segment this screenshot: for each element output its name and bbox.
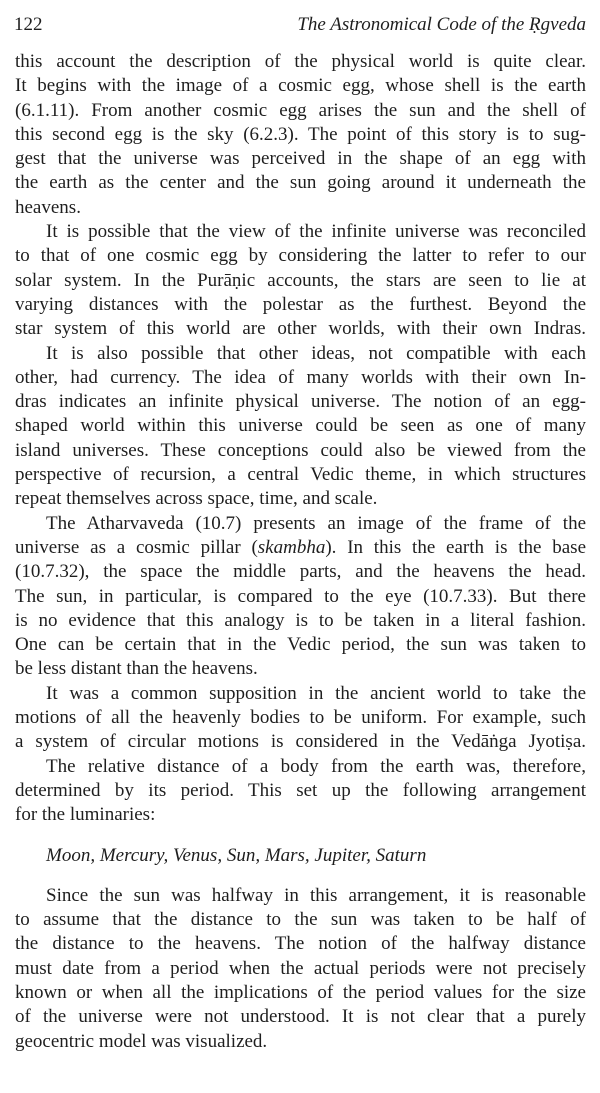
text-line: of the universe were not understood. It is not clear that a purely — [15, 1006, 586, 1028]
text-line: It is also possible that other ideas, not compatible with each — [46, 342, 586, 364]
paragraph — [15, 884, 586, 1054]
paragraph — [15, 755, 586, 828]
text-line: The sun, in particular, is compared to the eye (10.7.33). But there — [15, 585, 586, 607]
text-line: gest that the universe was perceived in the shape of an egg with — [15, 148, 586, 170]
text-line: shaped world within this universe could be seen as one of many — [15, 415, 586, 437]
text-fragment: ). In this the earth is the base — [325, 536, 586, 558]
text-line: heavens. — [15, 196, 81, 218]
paragraph — [15, 50, 586, 220]
spacer — [15, 868, 586, 884]
spacer — [15, 828, 586, 844]
text-line: It begins with the image of a cosmic egg, whose shell is the earth — [15, 75, 586, 97]
text-line: varying distances with the polestar as the furthest. Beyond the — [15, 293, 586, 315]
luminaries-list: Moon, Mercury, Venus, Sun, Mars, Jupiter, Saturn — [46, 844, 427, 866]
text-line: must date from a period when the actual periods were not precisely — [15, 957, 586, 979]
running-header — [14, 14, 586, 40]
text-line: Since the sun was halfway in this arrangement, it is reasonable — [46, 884, 586, 906]
running-title: The Astronomical Code of the Ṛgveda — [297, 14, 586, 35]
text-line: known or when all the implications of the period values for the size — [15, 981, 586, 1003]
paragraph — [15, 512, 586, 682]
text-line: It was a common supposition in the ancient world to take the — [46, 682, 586, 704]
text-line: The Atharvaveda (10.7) presents an image of the frame of the — [46, 512, 586, 534]
text-line: The relative distance of a body from the earth was, therefore, — [46, 755, 586, 777]
text-line: other, had currency. The idea of many worlds with their own In- — [15, 366, 586, 388]
text-line: determined by its period. This set up the following arrangement — [15, 779, 586, 801]
page-body — [15, 50, 586, 1054]
text-line: to assume that the distance to the sun was taken to be half of — [15, 909, 586, 931]
text-line: dras indicates an infinite physical universe. The notion of an egg- — [15, 391, 586, 413]
text-line: this account the description of the physical world is quite clear. — [15, 51, 586, 72]
text-line: the earth as the center and the sun going around it underneath the — [15, 172, 586, 194]
text-line: solar system. In the Purāṇic accounts, the stars are seen to lie at — [15, 269, 586, 291]
text-line: repeat themselves across space, time, and scale. — [15, 488, 378, 510]
text-line: a system of circular motions is considered in the Vedāṅga Jyotiṣa. — [15, 731, 586, 753]
text-line: motions of all the heavenly bodies to be uniform. For example, such — [15, 707, 586, 729]
text-line: geocentric model was visualized. — [15, 1030, 268, 1052]
text-line: is no evidence that this analogy is to be taken in a literal fashion. — [15, 609, 586, 631]
text-fragment: universe as a cosmic pillar ( — [15, 536, 258, 558]
paragraph — [15, 220, 586, 341]
text-line: to that of one cosmic egg by considering the latter to refer to our — [15, 245, 586, 267]
text-line: It is possible that the view of the infinite universe was reconciled — [46, 221, 586, 243]
text-line: (10.7.32), the space the middle parts, and the heavens the head. — [15, 561, 586, 583]
text-line: (6.1.11). From another cosmic egg arises the sun and the shell of — [15, 99, 586, 121]
text-line: this second egg is the sky (6.2.3). The point of this story is to sug- — [15, 123, 586, 145]
text-line: One can be certain that in the Vedic period, the sun was taken to — [15, 634, 586, 656]
text-line: be less distant than the heavens. — [15, 658, 258, 680]
italic-term: skambha — [257, 536, 326, 558]
page-number: 122 — [14, 14, 43, 35]
text-line: for the luminaries: — [15, 804, 156, 826]
text-line: perspective of recursion, a central Vedic theme, in which structures — [15, 464, 586, 486]
paragraph — [15, 682, 586, 755]
text-line: island universes. These conceptions could also be viewed from the — [15, 439, 586, 461]
text-line: the distance to the heavens. The notion of the halfway distance — [15, 933, 586, 955]
paragraph — [15, 342, 586, 512]
text-line: star system of this world are other worlds, with their own Indras. — [15, 318, 586, 340]
text-line-skambha — [15, 536, 586, 560]
